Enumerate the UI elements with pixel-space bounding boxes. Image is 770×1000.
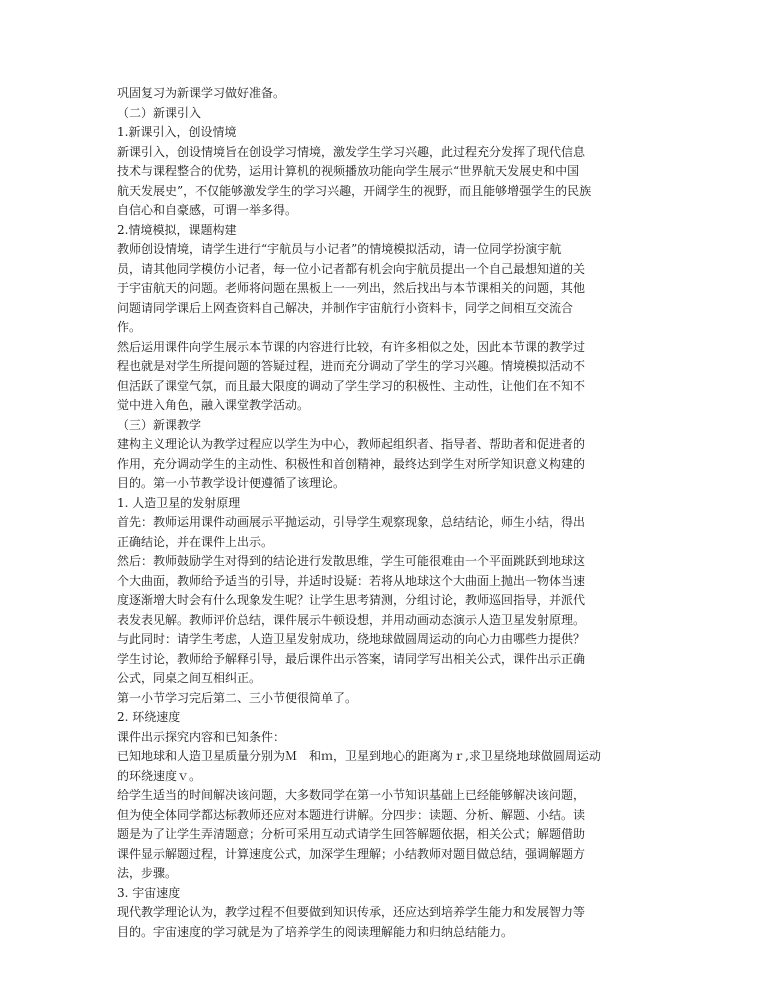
paragraph-line: 第一小节学习完后第二、三小节便很简单了。 [117, 690, 358, 705]
paragraph-line: 于宇宙航天的问题。老师将问题在黑板上一一列出，然后找出与本节课相关的问题，其他 [117, 281, 586, 295]
paragraph-line: 程也就是对学生所提问题的答疑过程，进而充分调动了学生的学习兴趣。情境模拟活动不 [117, 359, 586, 373]
paragraph-line: 建构主义理论认为教学过程应以学生为中心，教师起组织者、指导者、帮助者和促进者的 [117, 437, 586, 451]
section-heading: （三）新课教学 [117, 417, 202, 432]
section-heading: （二）新课引入 [117, 105, 202, 120]
paragraph-line: 但活跃了课堂气氛，而且最大限度的调动了学生学习的积极性、主动性，让他们在不知不 [117, 378, 586, 393]
subsection-heading: 2.情境模拟，课题构建 [117, 222, 237, 237]
paragraph-line: 表发表见解。教师评价总结，课件展示牛顿设想，并用动画动态演示人造卫星发射原理。 [117, 612, 586, 627]
paragraph-line: 然后：教师鼓励学生对得到的结论进行发散思维，学生可能很难由一个平面跳跃到地球这 [117, 554, 586, 568]
paragraph-line: 自信心和自豪感，可谓一举多得。 [117, 203, 298, 217]
paragraph-line: 课件出示探究内容和已知条件： [117, 729, 286, 744]
paragraph-line: 作用，充分调动学生的主动性、积极性和首创精神，最终达到学生对所学知识意义构建的 [117, 456, 586, 471]
paragraph-line: 课件显示解题过程，计算速度公式，加深学生理解；小结教师对题目做总结，强调解题方 [117, 846, 586, 861]
paragraph-line: 技术与课程整合的优势，运用计算机的视频播放功能向学生展示“世界航天发展史和中国 [117, 164, 580, 178]
paragraph-line: 新课引入，创设情境旨在创设学习情境，激发学生学习兴趣，此过程充分发挥了现代信息 [117, 144, 586, 159]
subsection-heading: 2. 环绕速度 [117, 710, 181, 724]
paragraph-line: 学生讨论，教师给予解释引导，最后课件出示答案，请同学写出相关公式，课件出示正确 [117, 651, 586, 666]
document-body [117, 84, 657, 942]
subsection-heading: 1. 人造卫星的发射原理 [117, 495, 241, 510]
subsection-heading: 1.新课引入，创设情境 [117, 125, 237, 139]
paragraph-line: 觉中进入角色，融入课堂教学活动。 [117, 398, 310, 412]
paragraph-line: 给学生适当的时间解决该问题，大多数同学在第一小节知识基础上已经能够解决该问题， [117, 788, 586, 802]
paragraph-line: 目的。第一小节教学设计便遵循了该理论。 [117, 476, 346, 490]
subsection-heading: 3. 宇宙速度 [117, 885, 181, 900]
paragraph-line: 公式，同桌之间互相纠正。 [117, 671, 262, 685]
paragraph-line: 作。 [117, 320, 142, 334]
paragraph-line: 题是为了让学生弄清题意；分析可采用互动式请学生回答解题依据，相关公式；解题借助 [117, 827, 586, 841]
paragraph-line: 个大曲面，教师给予适当的引导，并适时设疑：若将从地球这个大曲面上抛出一物体当速 [117, 573, 586, 588]
paragraph-line: 的环绕速度ｖ。 [117, 768, 202, 783]
paragraph-line: 然后运用课件向学生展示本节课的内容进行比较，有许多相似之处，因此本节课的教学过 [117, 339, 586, 354]
paragraph-line: 问题请同学课后上网查资料自己解决，并制作宇宙航行小资料卡，同学之间相互交流合 [117, 300, 574, 315]
paragraph-line: 航天发展史”，不仅能够激发学生的学习兴趣，开阔学生的视野，而且能够增强学生的民族 [117, 183, 592, 198]
paragraph-line: 正确结论，并在课件上出示。 [117, 534, 274, 549]
paragraph-line: 目的。宇宙速度的学习就是为了培养学生的阅读理解能力和归纳总结能力。 [117, 924, 514, 939]
paragraph-line: 首先：教师运用课件动画展示平抛运动，引导学生观察现象，总结结论，师生小结，得出 [117, 515, 586, 529]
paragraph-line: 教师创设情境，请学生进行“宇航员与小记者”的情境模拟活动，请一位同学扮演宇航 [117, 242, 562, 256]
paragraph-line: 现代教学理论认为，教学过程不但要做到知识传承，还应达到培养学生能力和发展智力等 [117, 905, 586, 919]
paragraph-line: 员，请其他同学模仿小记者，每一位小记者都有机会向宇航员提出一个自己最想知道的关 [117, 261, 586, 276]
paragraph-line: 与此同时：请学生考虑，人造卫星发射成功，绕地球做圆周运动的向心力由哪些力提供？ [117, 632, 586, 646]
paragraph-line: 但为使全体同学都达标教师还应对本题进行讲解。分四步：读题、分析、解题、小结。读 [117, 807, 586, 822]
paragraph-line: 巩固复习为新课学习做好准备。 [117, 86, 286, 100]
paragraph-line: 已知地球和人造卫星质量分别为Ｍ 和ｍ，卫星到地心的距离为ｒ,求卫星绕地球做圆周运动 [117, 749, 601, 763]
paragraph-line: 度逐渐增大时会有什么现象发生呢？让学生思考猜测，分组讨论，教师巡回指导，并派代 [117, 593, 586, 607]
paragraph-line: 法，步骤。 [117, 866, 178, 880]
